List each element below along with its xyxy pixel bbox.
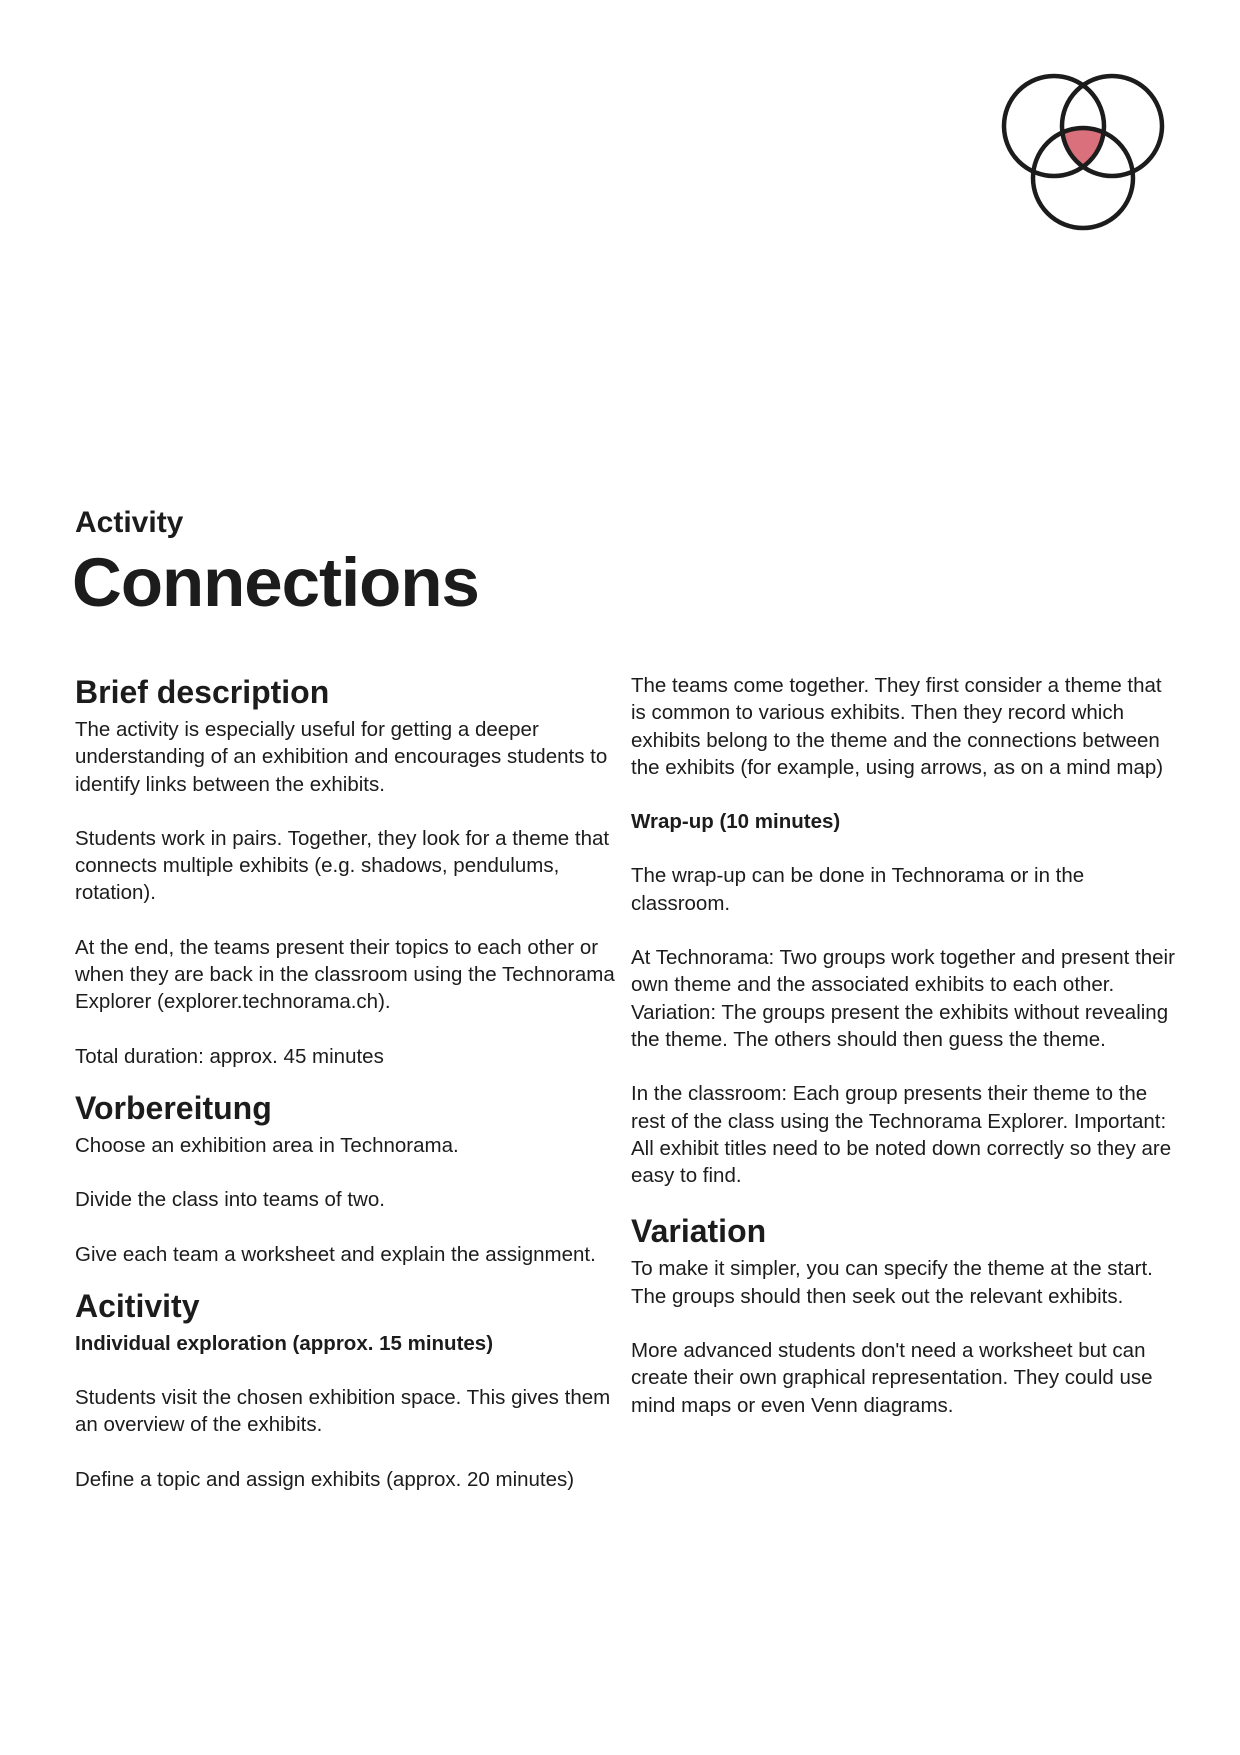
paragraph: Students visit the chosen exhibition space. This gives them an overview of the exhibits. [75,1386,611,1437]
paragraph: Students work in pairs. Together, they look for a theme that connects multiple exhibits (e.g. shadows, pendulums, rotation). [75,826,610,905]
paragraph: Give each team a worksheet and explain the assignment. [75,1242,596,1266]
preparation-section [75,1088,615,1268]
brief-description-section [75,672,615,1070]
venn-circle-right [1062,76,1162,176]
left-column [75,672,615,1520]
paragraph: The wrap-up can be done in Technorama or in the classroom. [631,864,1085,915]
page-kicker: Activity [75,506,184,539]
paragraph: At the end, the teams present their topics to each other or when they are back in the classroom using the Technorama Explorer (explorer.technorama.ch). [75,935,615,1014]
section-heading: Brief description [75,674,330,710]
paragraph: The activity is especially useful for getting a deeper understanding of an exhibition and encourages students to identify links between the exhibits. [75,718,608,796]
page-header [72,505,635,623]
venn-diagram-icon [1000,70,1170,235]
right-column [631,672,1176,1446]
paragraph: More advanced students don't need a worksheet but can create their own graphical representation. They could use mind maps or even Venn diagrams. [631,1339,1153,1417]
subheading: Individual exploration (approx. 15 minutes) [75,1331,494,1355]
subheading: Wrap-up (10 minutes) [631,810,841,834]
paragraph: The teams come together. They first consider a theme that is common to various exhibits. Then they record which exhibits belong to the theme and the connections between the exhibits (for example, using arrows, as on a mind map) [631,674,1164,779]
page-title: Connections [72,544,479,621]
teams-section [631,672,1176,1189]
paragraph: In the classroom: Each group presents their theme to the rest of the class using the Technorama Explorer. Important: All exhibit titles need to be noted down correctly so they are easy to find. [631,1082,1172,1188]
section-heading: Vorbereitung [75,1089,272,1126]
section-heading: Variation [631,1213,767,1250]
venn-circle-left [1004,76,1104,176]
variation-section [631,1211,1176,1418]
paragraph: To make it simpler, you can specify the theme at the start. The groups should then seek out the relevant exhibits. [631,1257,1153,1308]
section-heading: Acitivity [75,1287,200,1324]
paragraph: Divide the class into teams of two. [75,1188,385,1212]
activity-section [75,1286,615,1493]
paragraph: Choose an exhibition area in Technorama. [75,1133,459,1157]
paragraph: Total duration: approx. 45 minutes [75,1044,384,1068]
paragraph: Define a topic and assign exhibits (approx. 20 minutes) [75,1467,575,1491]
paragraph: At Technorama: Two groups work together and present their own theme and the associated exhibits to each other. Variation: The groups present the exhibits without revealing the theme. The others should then guess the theme. [631,946,1175,1051]
